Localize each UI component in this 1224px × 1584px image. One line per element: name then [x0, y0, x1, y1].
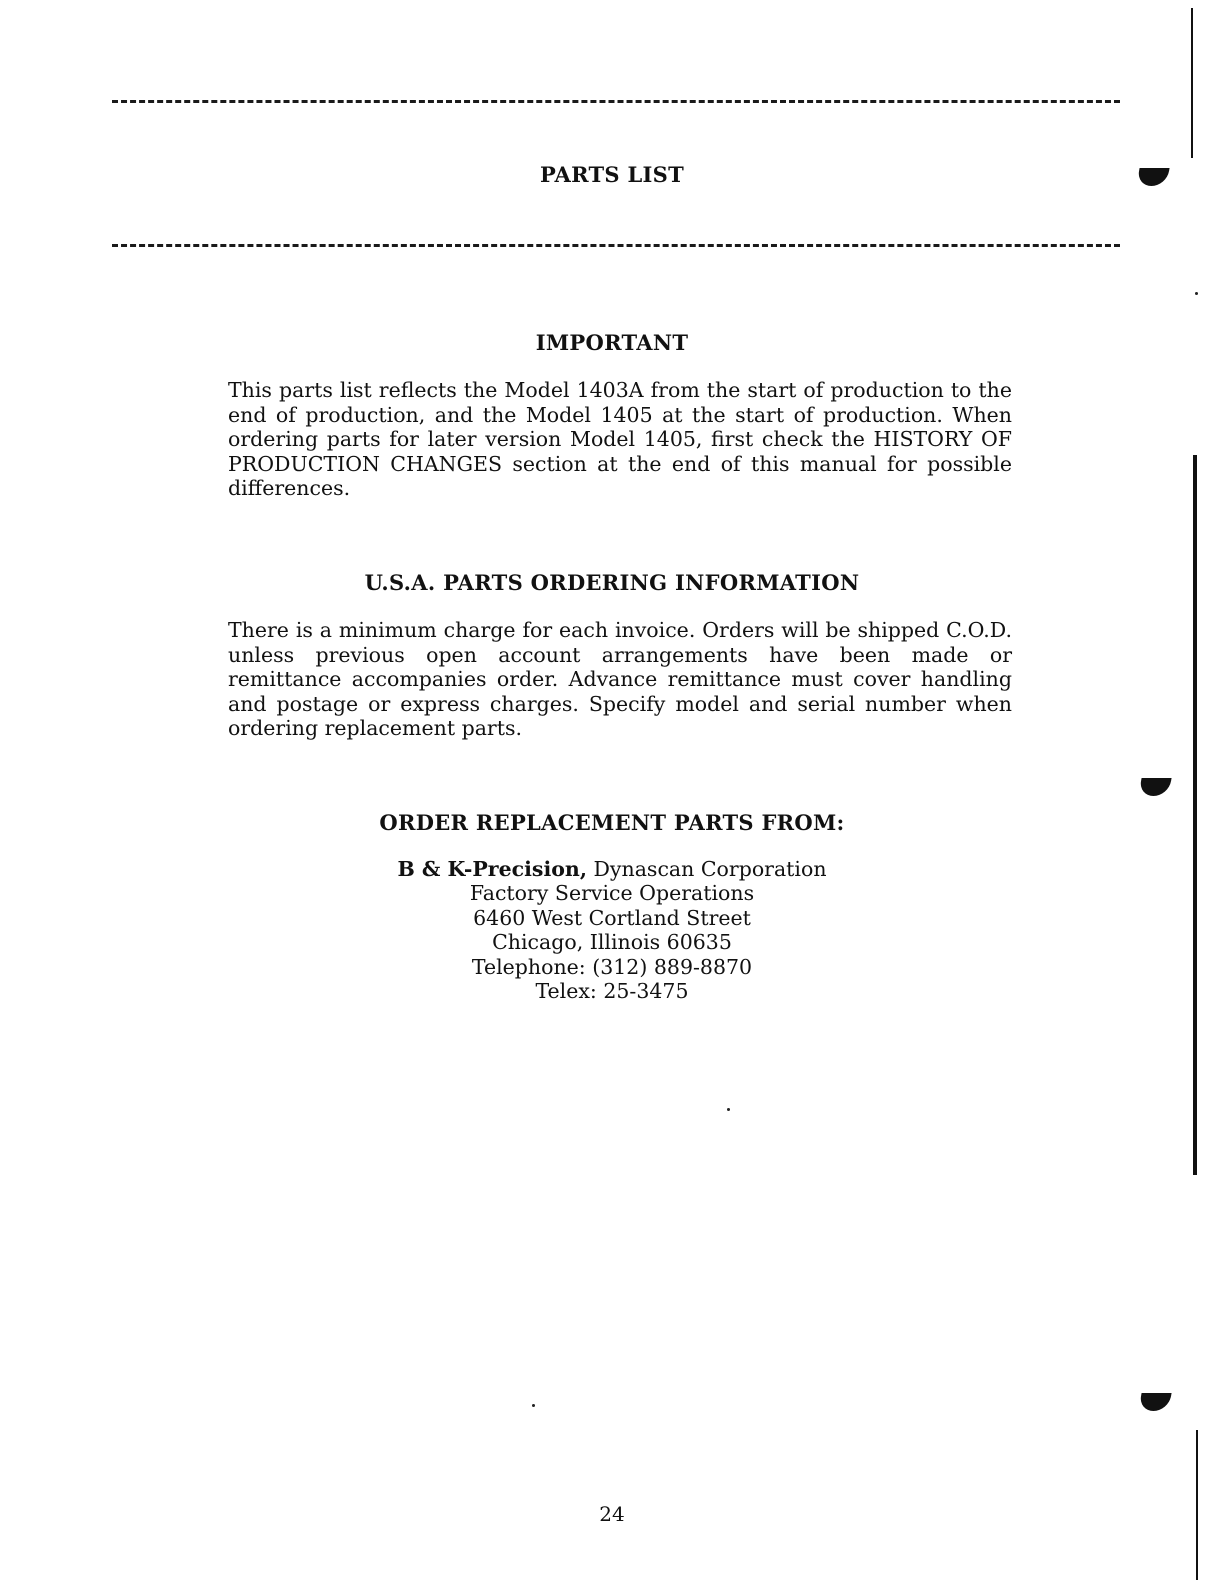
scan-speck: [532, 1404, 535, 1407]
address-street: 6460 West Cortland Street: [473, 905, 751, 930]
supplier-address: [0, 857, 1224, 1003]
address-city: Chicago, Illinois 60635: [492, 930, 732, 955]
binder-hole-shadow: [1138, 778, 1171, 796]
page-number: 24: [599, 1502, 625, 1526]
scan-speck: [1195, 292, 1198, 295]
address-company-line: [0, 857, 1224, 881]
address-department: Factory Service Operations: [469, 881, 755, 906]
order-from-heading: ORDER REPLACEMENT PARTS FROM:: [379, 810, 845, 835]
scan-edge-mark: [1193, 455, 1197, 1175]
address-telex: Telex: 25-3475: [535, 979, 689, 1004]
important-paragraph: This parts list reflects the Model 1403A from the start of production to the end of production, and the Model 1405 at the start of production. When ordering parts for later version Model 1405, first check the HISTORY OF PRODUCTION CHANGES section at the end of this manual for possible differences.: [228, 378, 1012, 501]
ordering-info-paragraph: There is a minimum charge for each invoice. Orders will be shipped C.O.D. unless previous open account arrangements have been made or remittance accompanies order. Advance remittance must cover handling and postage or express charges. Specify model and serial number when ordering replacement parts.: [228, 618, 1012, 741]
dashed-divider-top: [112, 100, 1120, 103]
scan-edge-mark: [1191, 8, 1193, 158]
page-title: PARTS LIST: [539, 162, 685, 187]
ordering-info-heading: U.S.A. PARTS ORDERING INFORMATION: [364, 570, 860, 595]
scan-edge-mark: [1196, 1430, 1198, 1580]
important-heading: IMPORTANT: [535, 330, 689, 355]
address-telephone: Telephone: (312) 889-8870: [471, 954, 753, 979]
company-name: B & K-Precision,: [397, 857, 587, 881]
scan-speck: [727, 1108, 730, 1111]
company-division: Dynascan Corporation: [586, 857, 827, 881]
binder-hole-shadow: [1138, 1393, 1171, 1411]
dashed-divider-bottom: [112, 244, 1120, 247]
